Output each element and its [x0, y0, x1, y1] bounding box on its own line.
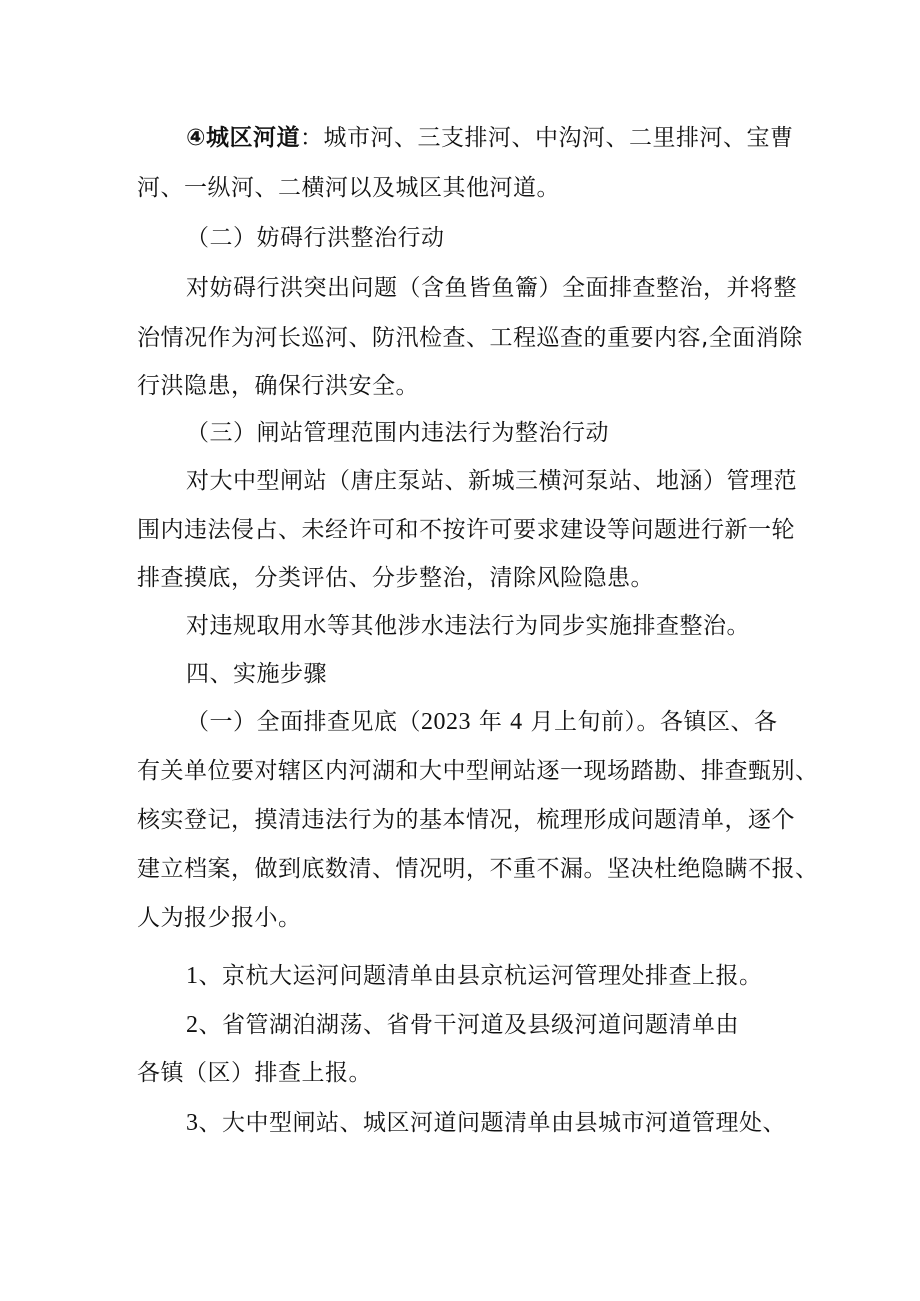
- year-value: 2023: [421, 709, 471, 735]
- list-item-3: 3、大中型闸站、城区河道问题清单由县城市河道管理处、: [186, 1110, 786, 1136]
- paragraph-step1-line-5: 人为报少报小。: [137, 905, 302, 931]
- list-item-2-line-2: 各镇（区）排查上报。: [137, 1060, 372, 1086]
- paragraph-flood-line-1: 对妨碍行洪突出问题（含鱼皆鱼籥）全面排查整治，并将整: [186, 275, 797, 301]
- paragraph-city-river-line-1: ④城区河道：城市河、三支排河、中沟河、二里排河、宝曹: [186, 125, 794, 151]
- list-item-1: 1、京杭大运河问题清单由县京杭运河管理处排查上报。: [186, 963, 763, 989]
- paragraph-sluice-line-2: 围内违法侵占、未经许可和不按许可要求建设等问题进行新一轮: [137, 517, 795, 543]
- paragraph-other-water: 对违规取用水等其他涉水违法行为同步实施排查整治。: [186, 613, 750, 639]
- paragraph-sluice-line-1: 对大中型闸站（唐庄泵站、新城三横河泵站、地涵）管理范: [186, 468, 797, 494]
- paragraph-step1-line-3: 核实登记，摸清违法行为的基本情况，梳理形成问题清单，逐个: [137, 807, 795, 833]
- paragraph-flood-line-3: 行洪隐患，确保行洪安全。: [137, 373, 419, 399]
- heading-flood-action: （二）妨碍行洪整治行动: [186, 225, 445, 251]
- paragraph-sluice-line-3: 排查摸底，分类评估、分步整治，清除风险隐患。: [137, 565, 654, 591]
- paragraph-step1-line-4: 建立档案，做到底数清、情况明，不重不漏。坚决杜绝隐瞒不报、: [137, 856, 819, 882]
- month-value: 4: [510, 709, 523, 735]
- city-river-label: ④城区河道: [186, 125, 300, 151]
- paragraph-step1-line-1: （一）全面排查见底（2023 年 4 月上旬前）。各镇区、各: [186, 709, 778, 735]
- paragraph-flood-line-2: 治情况作为河长巡河、防汛检查、工程巡查的重要内容,全面消除: [137, 325, 803, 351]
- paragraph-step1-line-2: 有关单位要对辖区内河湖和大中型闸站逐一现场踏勘、排查甄别、: [137, 758, 819, 784]
- heading-sluice-action: （三）闸站管理范围内违法行为整治行动: [186, 420, 609, 446]
- list-item-2: 2、省管湖泊湖荡、省骨干河道及县级河道问题清单由: [186, 1012, 739, 1038]
- heading-implementation-steps: 四、实施步骤: [186, 661, 327, 687]
- paragraph-city-river-line-2: 河、一纵河、二横河以及城区其他河道。: [137, 175, 560, 201]
